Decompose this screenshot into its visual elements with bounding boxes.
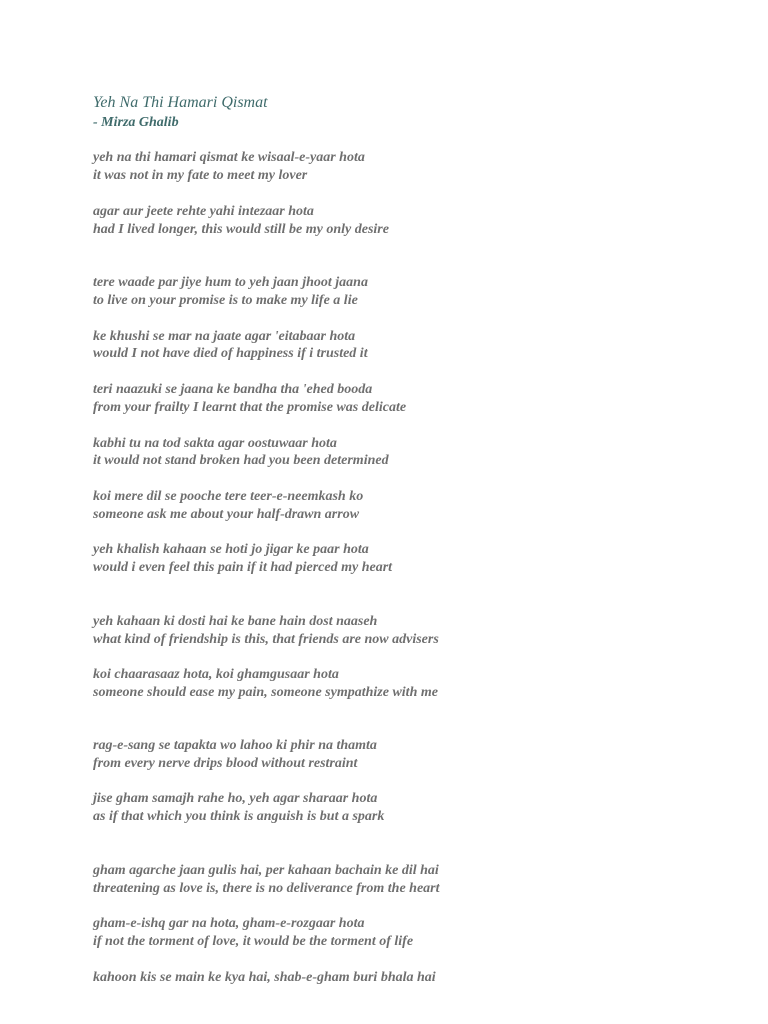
stanza-original: yeh khalish kahaan se hoti jo jigar ke paar hota (93, 542, 369, 557)
stanza-translation: as if that which you think is anguish is but a spark (93, 809, 385, 824)
stanza-translation: threatening as love is, there is no deliverance from the heart (93, 881, 440, 896)
stanza-translation: what kind of friendship is this, that friends are now advisers (93, 632, 439, 647)
stanza-original: tere waade par jiye hum to yeh jaan jhoot jaana (93, 275, 368, 290)
poem-author: - Mirza Ghalib (93, 115, 179, 130)
stanza-translation: had I lived longer, this would still be my only desire (93, 222, 389, 237)
stanza-translation: would I not have died of happiness if i trusted it (93, 346, 368, 361)
stanza-original: koi mere dil se pooche tere teer-e-neemkash ko (93, 489, 364, 504)
stanza-translation: it would not stand broken had you been determined (93, 453, 389, 468)
stanza-translation: to live on your promise is to make my life a lie (93, 293, 358, 308)
stanza-original: ke khushi se mar na jaate agar 'eitabaar hota (93, 329, 356, 344)
stanza-translation: from every nerve drips blood without restraint (93, 756, 358, 771)
stanza-original: gham agarche jaan gulis hai, per kahaan bachain ke dil hai (93, 863, 439, 878)
stanza-original: rag-e-sang se tapakta wo lahoo ki phir na thamta (93, 738, 377, 753)
stanza-original: agar aur jeete rehte yahi intezaar hota (93, 204, 314, 219)
stanza-original: teri naazuki se jaana ke bandha tha 'ehed booda (93, 382, 373, 397)
stanza-translation: would i even feel this pain if it had pierced my heart (93, 560, 393, 575)
stanza-translation: if not the torment of love, it would be the torment of life (93, 934, 414, 949)
stanza-original: yeh na thi hamari qismat ke wisaal-e-yaar hota (93, 150, 365, 165)
stanza-original: jise gham samajh rahe ho, yeh agar sharaar hota (93, 791, 378, 806)
poem-title: Yeh Na Thi Hamari Qismat (93, 94, 268, 111)
stanza-original: yeh kahaan ki dosti hai ke bane hain dost naaseh (93, 614, 378, 629)
stanza-original: kahoon kis se main ke kya hai, shab-e-gham buri bhala hai (93, 970, 436, 985)
stanza-translation: someone ask me about your half-drawn arrow (93, 507, 360, 522)
stanza-original: kabhi tu na tod sakta agar oostuwaar hota (93, 436, 337, 451)
stanza-translation: from your frailty I learnt that the promise was delicate (93, 400, 407, 415)
stanza-translation: someone should ease my pain, someone sympathize with me (93, 685, 438, 700)
stanza-original: koi chaarasaaz hota, koi ghamgusaar hota (93, 667, 339, 682)
stanza-original: gham-e-ishq gar na hota, gham-e-rozgaar hota (93, 916, 365, 931)
stanza-translation: it was not in my fate to meet my lover (93, 168, 308, 183)
